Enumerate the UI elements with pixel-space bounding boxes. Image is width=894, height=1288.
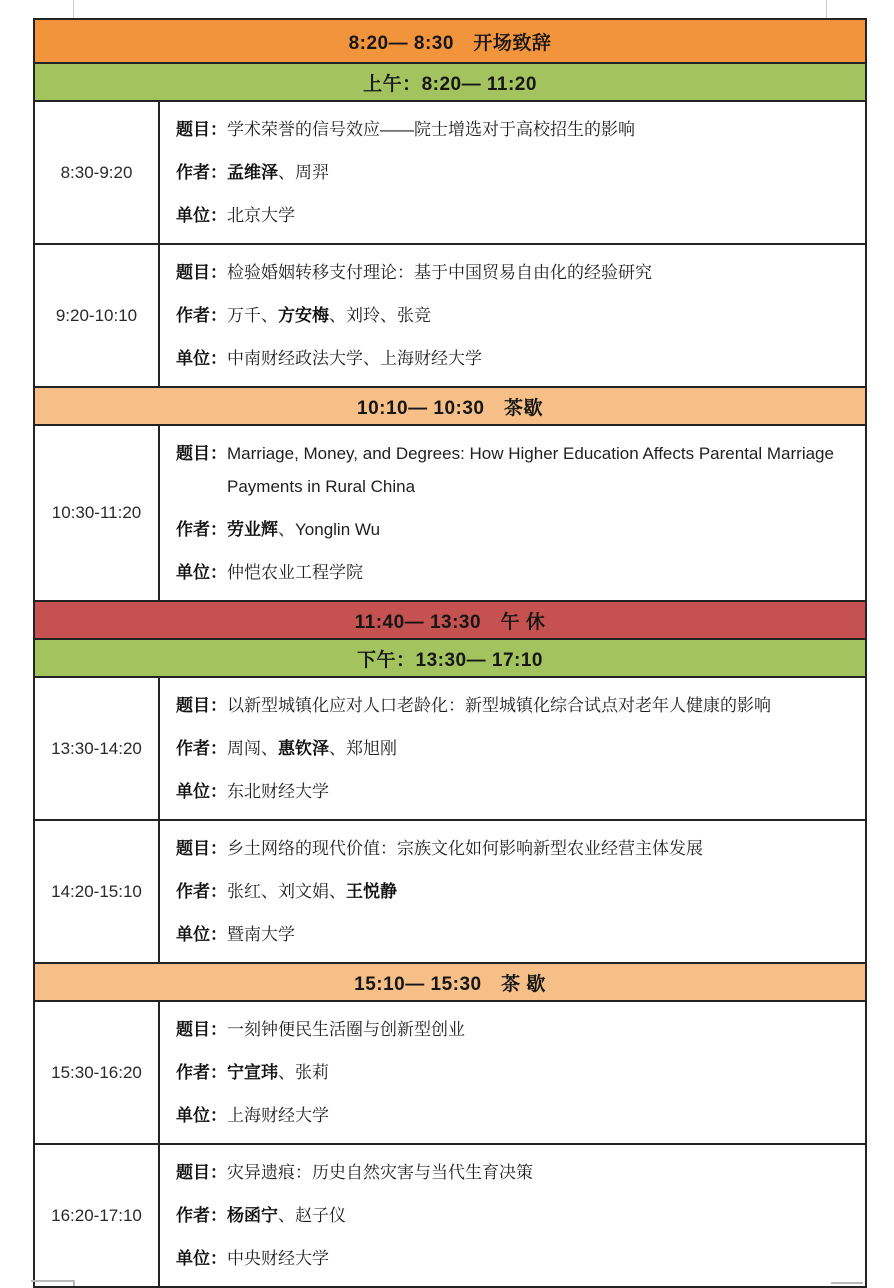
affiliation-line xyxy=(176,1099,843,1132)
session-authors xyxy=(227,1056,843,1089)
title-line xyxy=(176,437,843,503)
affiliation-line xyxy=(176,1242,843,1275)
affiliation-line xyxy=(176,199,843,232)
affiliation-line xyxy=(176,775,843,808)
session-details xyxy=(160,1145,865,1286)
author-name: Yonglin Wu xyxy=(295,520,381,539)
affiliation-label: 单位： xyxy=(176,563,227,582)
session-authors xyxy=(227,156,843,189)
author-name: 王悦静 xyxy=(346,882,397,901)
session-time: 13:30-14:20 xyxy=(35,678,160,819)
banner-label: 10:10— 10:30 茶歇 xyxy=(357,397,543,419)
author-separator: 、 xyxy=(278,1206,295,1225)
title-line xyxy=(176,256,843,289)
session-time: 15:30-16:20 xyxy=(35,1002,160,1143)
author-name: 劳业辉 xyxy=(227,520,278,539)
session-affiliation: 中南财经政法大学、上海财经大学 xyxy=(227,349,482,368)
title-label: 题目： xyxy=(176,1020,227,1039)
session-affiliation: 中央财经大学 xyxy=(227,1249,329,1268)
session-authors xyxy=(227,875,843,908)
session-time: 8:30-9:20 xyxy=(35,102,160,243)
author-name: 方安梅 xyxy=(278,306,329,325)
author-name: 惠钦泽 xyxy=(278,739,329,758)
title-label: 题目： xyxy=(176,839,227,858)
authors-line xyxy=(176,875,843,908)
affiliation-label: 单位： xyxy=(176,349,227,368)
session-time: 16:20-17:10 xyxy=(35,1145,160,1286)
session-time: 9:20-10:10 xyxy=(35,245,160,386)
session-details xyxy=(160,678,865,819)
author-separator: 、 xyxy=(261,882,278,901)
authors-label: 作者： xyxy=(176,882,227,901)
author-separator: 、 xyxy=(329,882,346,901)
session-authors xyxy=(227,299,843,332)
banner-lunch-break xyxy=(35,602,865,640)
author-name: 杨函宁 xyxy=(227,1206,278,1225)
title-label: 题目： xyxy=(176,1163,227,1182)
affiliation-label: 单位： xyxy=(176,782,227,801)
author-name: 周羿 xyxy=(295,163,329,182)
affiliation-line xyxy=(176,342,843,375)
session-details xyxy=(160,102,865,243)
session-affiliation: 上海财经大学 xyxy=(227,1106,329,1125)
author-separator: 、 xyxy=(329,739,346,758)
affiliation-line xyxy=(176,918,843,951)
author-separator: 、 xyxy=(278,520,295,539)
table-row xyxy=(35,426,865,602)
author-name: 周闯 xyxy=(227,739,261,758)
cropped-border-line-bottom-right xyxy=(831,1282,863,1284)
session-title: 以新型城镇化应对人口老龄化：新型城镇化综合试点对老年人健康的影响 xyxy=(227,696,771,715)
session-title: 灾异遗痕：历史自然灾害与当代生育决策 xyxy=(227,1163,533,1182)
affiliation-line xyxy=(176,556,843,589)
title-label: 题目： xyxy=(176,444,227,463)
session-details xyxy=(160,821,865,962)
session-title: 学术荣誉的信号效应——院士增选对于高校招生的影响 xyxy=(227,120,635,139)
author-name: 孟维泽 xyxy=(227,163,278,182)
banner-morning xyxy=(35,64,865,102)
banner-opening xyxy=(35,20,865,64)
authors-label: 作者： xyxy=(176,163,227,182)
author-separator: 、 xyxy=(329,306,346,325)
session-authors xyxy=(227,513,843,546)
author-name: 宁宣玮 xyxy=(227,1063,278,1082)
author-name: 郑旭刚 xyxy=(346,739,397,758)
authors-label: 作者： xyxy=(176,306,227,325)
author-name: 赵子仪 xyxy=(295,1206,346,1225)
session-title: Marriage, Money, and Degrees: How Higher Education Affects Parental Marriage Payments in Rural China xyxy=(227,444,834,496)
table-row xyxy=(35,102,865,245)
author-name: 张莉 xyxy=(295,1063,329,1082)
banner-label: 15:10— 15:30 茶 歇 xyxy=(354,973,546,995)
title-label: 题目： xyxy=(176,120,227,139)
table-row xyxy=(35,821,865,964)
session-details xyxy=(160,1002,865,1143)
author-name: 刘玲 xyxy=(346,306,380,325)
session-time: 14:20-15:10 xyxy=(35,821,160,962)
schedule-table xyxy=(33,18,867,1288)
session-authors xyxy=(227,1199,843,1232)
author-separator: 、 xyxy=(261,306,278,325)
author-separator: 、 xyxy=(380,306,397,325)
author-separator: 、 xyxy=(261,739,278,758)
title-line xyxy=(176,689,843,722)
banner-label: 11:40— 13:30 午 休 xyxy=(354,611,546,633)
banner-afternoon xyxy=(35,640,865,678)
session-details xyxy=(160,426,865,600)
author-name: 张竞 xyxy=(397,306,431,325)
session-affiliation: 东北财经大学 xyxy=(227,782,329,801)
author-separator: 、 xyxy=(278,163,295,182)
authors-line xyxy=(176,1199,843,1232)
title-line xyxy=(176,1013,843,1046)
banner-tea-break-2 xyxy=(35,964,865,1002)
affiliation-label: 单位： xyxy=(176,925,227,944)
affiliation-label: 单位： xyxy=(176,1249,227,1268)
session-title: 乡土网络的现代价值：宗族文化如何影响新型农业经营主体发展 xyxy=(227,839,703,858)
authors-label: 作者： xyxy=(176,520,227,539)
session-title: 一刻钟便民生活圈与创新型创业 xyxy=(227,1020,465,1039)
title-line xyxy=(176,1156,843,1189)
authors-line xyxy=(176,1056,843,1089)
banner-tea-break-1 xyxy=(35,388,865,426)
session-details xyxy=(160,245,865,386)
authors-line xyxy=(176,299,843,332)
authors-label: 作者： xyxy=(176,1063,227,1082)
affiliation-label: 单位： xyxy=(176,206,227,225)
cropped-border-tick-bottom-left xyxy=(73,1280,75,1286)
table-row xyxy=(35,1145,865,1286)
title-label: 题目： xyxy=(176,696,227,715)
title-line xyxy=(176,113,843,146)
authors-label: 作者： xyxy=(176,739,227,758)
cropped-border-line-top-right xyxy=(826,0,827,18)
session-authors xyxy=(227,732,843,765)
authors-line xyxy=(176,156,843,189)
table-row xyxy=(35,1002,865,1145)
session-affiliation: 北京大学 xyxy=(227,206,295,225)
cropped-border-line-top-left xyxy=(73,0,74,18)
banner-label: 上午：8:20— 11:20 xyxy=(363,73,537,95)
author-separator: 、 xyxy=(278,1063,295,1082)
banner-label: 下午：13:30— 17:10 xyxy=(357,649,543,671)
authors-line xyxy=(176,513,843,546)
author-name: 刘文娟 xyxy=(278,882,329,901)
session-affiliation: 仲恺农业工程学院 xyxy=(227,563,363,582)
session-affiliation: 暨南大学 xyxy=(227,925,295,944)
table-row xyxy=(35,678,865,821)
table-row xyxy=(35,245,865,388)
title-line xyxy=(176,832,843,865)
authors-label: 作者： xyxy=(176,1206,227,1225)
authors-line xyxy=(176,732,843,765)
author-name: 万千 xyxy=(227,306,261,325)
cropped-border-line-bottom-left xyxy=(31,1280,75,1282)
session-title: 检验婚姻转移支付理论：基于中国贸易自由化的经验研究 xyxy=(227,263,652,282)
affiliation-label: 单位： xyxy=(176,1106,227,1125)
session-time: 10:30-11:20 xyxy=(35,426,160,600)
banner-label: 8:20— 8:30 开场致辞 xyxy=(348,32,552,54)
title-label: 题目： xyxy=(176,263,227,282)
author-name: 张红 xyxy=(227,882,261,901)
